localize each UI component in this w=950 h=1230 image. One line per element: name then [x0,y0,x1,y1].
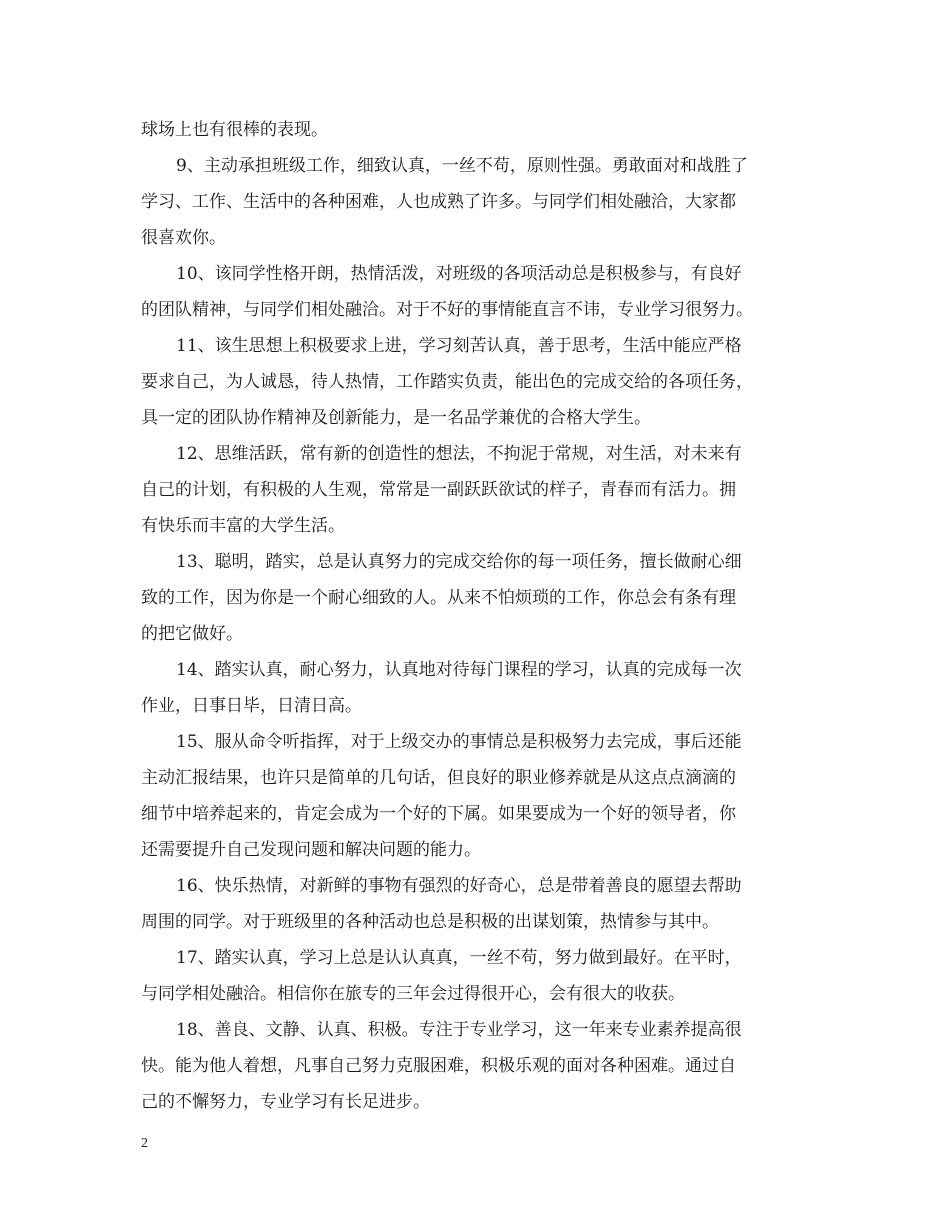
text-line: 15、服从命令听指挥，对于上级交办的事情总是积极努力去完成，事后还能 [176,732,742,752]
text-line: 周围的同学。对于班级里的各种活动也总是积极的出谋划策，热情参与其中。 [141,912,719,932]
text-line: 学习、工作、生活中的各种困难，人也成熟了许多。与同学们相处融洽，大家都 [141,192,736,212]
text-line: 10、该同学性格开朗，热情活泼，对班级的各项活动总是积极参与，有良好 [176,264,742,284]
text-line: 球场上也有很棒的表现。 [141,120,328,140]
text-line: 13、聪明，踏实，总是认真努力的完成交给你的每一项任务，擅长做耐心细 [176,552,742,572]
document-body [141,112,813,1120]
text-line: 自己的计划，有积极的人生观，常常是一副跃跃欲试的样子，青春而有活力。拥 [141,480,736,500]
text-line: 11、该生思想上积极要求上进，学习刻苦认真，善于思考，生活中能应严格 [176,336,742,356]
text-line: 己的不懈努力，专业学习有长足进步。 [141,1092,430,1112]
text-line: 17、踏实认真，学习上总是认认真真，一丝不苟，努力做到最好。在平时， [176,948,742,968]
text-line: 作业，日事日毕，日清日高。 [141,696,362,716]
text-line: 有快乐而丰富的大学生活。 [141,516,345,536]
text-line: 16、快乐热情，对新鲜的事物有强烈的好奇心，总是带着善良的愿望去帮助 [176,876,742,896]
text-line: 主动汇报结果，也许只是简单的几句话，但良好的职业修养就是从这点点滴滴的 [141,768,736,788]
text-line: 快。能为他人着想，凡事自己努力克服困难，积极乐观的面对各种困难。通过自 [141,1056,736,1076]
text-line: 细节中培养起来的，肯定会成为一个好的下属。如果要成为一个好的领导者，你 [141,804,736,824]
text-line: 与同学相处融洽。相信你在旅专的三年会过得很开心，会有很大的收获。 [141,984,685,1004]
text-line: 18、善良、文静、认真、积极。专注于专业学习，这一年来专业素养提高很 [176,1020,742,1040]
text-line: 14、踏实认真，耐心努力，认真地对待每门课程的学习，认真的完成每一次 [176,660,742,680]
text-line: 9、主动承担班级工作，细致认真，一丝不苟，原则性强。勇敢面对和战胜了 [176,156,748,176]
text-line: 要求自己，为人诚恳，待人热情，工作踏实负责，能出色的完成交给的各项任务， [141,372,753,392]
text-line: 还需要提升自己发现问题和解决问题的能力。 [141,840,481,860]
text-line: 的把它做好。 [141,624,243,644]
text-line: 的团队精神，与同学们相处融洽。对于不好的事情能直言不讳，专业学习很努力。 [141,300,753,320]
page-number: 2 [141,1136,148,1151]
text-line: 致的工作，因为你是一个耐心细致的人。从来不怕烦琐的工作，你总会有条有理 [141,588,736,608]
text-line: 具一定的团队协作精神及创新能力，是一名品学兼优的合格大学生。 [141,408,651,428]
text-line: 很喜欢你。 [141,228,226,248]
text-line: 12、思维活跃，常有新的创造性的想法，不拘泥于常规，对生活，对未来有 [176,444,742,464]
